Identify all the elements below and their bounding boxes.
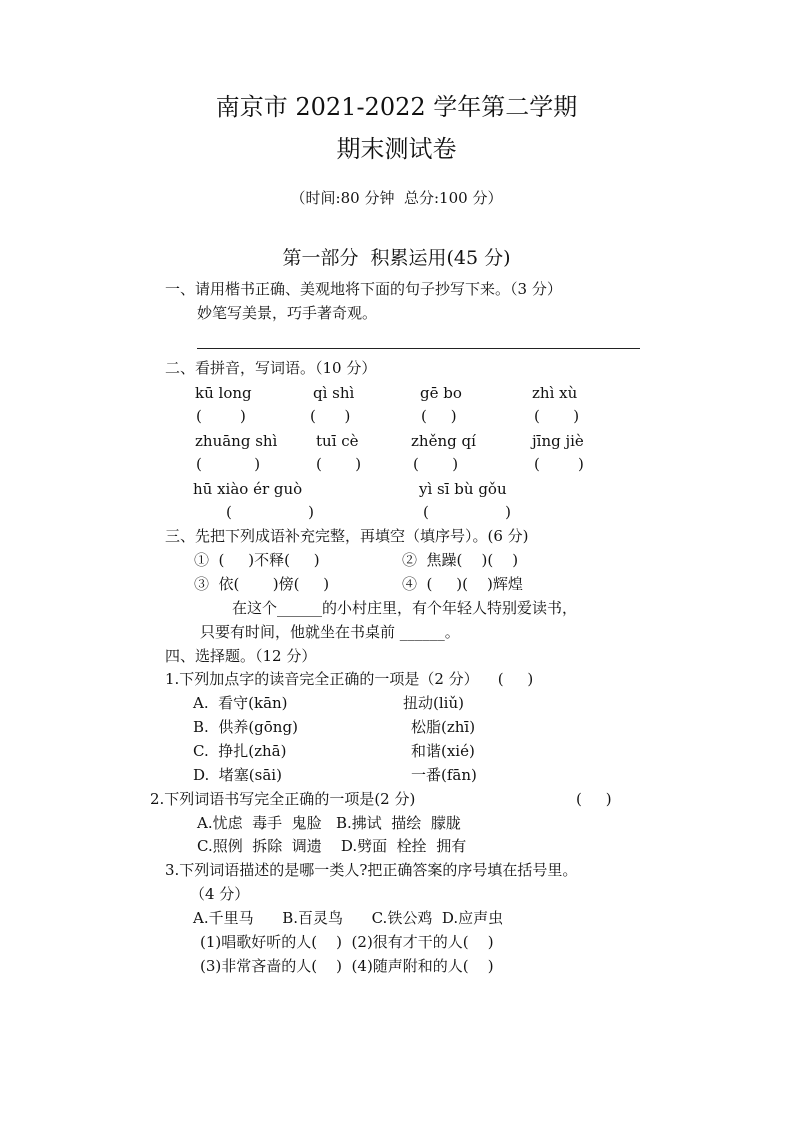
pinyin-item: jīng jiè: [532, 432, 584, 450]
pinyin-item: yì sī bù gǒu: [419, 480, 507, 498]
fill-sentence-2[interactable]: 只要有时间，他就坐在书桌前 ______。: [200, 623, 460, 641]
pinyin-item: zhuāng shì: [195, 432, 278, 450]
copy-line[interactable]: [197, 348, 640, 349]
exam-subtitle: 期末测试卷: [336, 135, 457, 163]
q1-prompt: 一、请用楷书正确、美观地将下面的句子抄写下来。（3 分）: [165, 280, 562, 298]
q4-2-options-2[interactable]: C.照例 拆除 调遗 D.劈面 栓拴 拥有: [197, 837, 467, 855]
q4-3-choices: A.千里马 B.百灵鸟 C.铁公鸡 D.应声虫: [193, 909, 504, 927]
part-heading: 第一部分 积累运用(45 分): [282, 247, 511, 269]
answer-blank[interactable]: ( ): [226, 503, 314, 521]
answer-paren[interactable]: ( ): [576, 790, 612, 808]
option-left[interactable]: B. 供养(gōng): [193, 718, 298, 736]
q4-3-line-2[interactable]: (3)非常吝啬的人( ) (4)随声附和的人( ): [200, 957, 494, 975]
pinyin-item: qì shì: [313, 384, 355, 402]
answer-blank[interactable]: ( ): [423, 503, 511, 521]
answer-blank[interactable]: ( ): [413, 455, 459, 473]
fill-sentence-1[interactable]: 在这个______的小村庄里，有个年轻人特别爱读书，: [232, 599, 578, 617]
pinyin-item: zhì xù: [532, 384, 578, 402]
option-right: 扭动(liǔ): [403, 694, 464, 712]
option-right: 一番(fān): [411, 766, 477, 784]
answer-blank[interactable]: ( ): [534, 407, 580, 425]
pinyin-item: tuī cè: [316, 432, 359, 450]
time-note: （时间:80 分钟 总分:100 分）: [290, 189, 503, 207]
q4-3-stem: 3.下列词语描述的是哪一类人?把正确答案的序号填在括号里。: [165, 861, 578, 879]
idiom-item[interactable]: ① ( )不释( ): [194, 551, 320, 569]
option-right: 松脂(zhī): [411, 718, 476, 736]
idiom-item[interactable]: ③ 依( )傍( ): [194, 575, 330, 593]
q2-prompt: 二、看拼音，写词语。（10 分）: [165, 359, 377, 377]
q4-3-line-1[interactable]: (1)唱歌好听的人( ) (2)很有才干的人( ): [200, 933, 494, 951]
q4-2-stem: 2.下列词语书写完全正确的一项是(2 分): [150, 790, 416, 808]
q1-sentence: 妙笔写美景，巧手著奇观。: [197, 304, 378, 322]
option-left[interactable]: D. 堵塞(sāi): [193, 766, 282, 784]
q4-3-points: （4 分）: [190, 885, 250, 903]
answer-blank[interactable]: ( ): [196, 455, 261, 473]
pinyin-item: hū xiào ér guò: [193, 480, 303, 498]
option-left[interactable]: A. 看守(kān): [193, 694, 288, 712]
exam-title: 南京市 2021-2022 学年第二学期: [215, 93, 578, 121]
q4-prompt: 四、选择题。（12 分）: [165, 647, 317, 665]
option-left[interactable]: C. 挣扎(zhā): [193, 742, 287, 760]
answer-blank[interactable]: ( ): [421, 407, 457, 425]
option-right: 和谐(xié): [411, 742, 475, 760]
answer-blank[interactable]: ( ): [196, 407, 246, 425]
q3-prompt: 三、先把下列成语补充完整，再填空（填序号）。(6 分): [165, 527, 529, 545]
pinyin-item: gē bo: [420, 384, 462, 402]
pinyin-item: zhěng qí: [411, 432, 476, 450]
answer-blank[interactable]: ( ): [534, 455, 584, 473]
q4-2-options-1[interactable]: A.忧虑 毒手 鬼脸 B.拂试 描绘 朦胧: [197, 814, 461, 832]
answer-blank[interactable]: ( ): [310, 407, 351, 425]
q4-1-stem[interactable]: 1.下列加点字的读音完全正确的一项是（2 分） ( ): [165, 670, 534, 688]
pinyin-item: kū long: [195, 384, 252, 402]
answer-blank[interactable]: ( ): [316, 455, 362, 473]
idiom-item[interactable]: ④ ( )( )辉煌: [402, 575, 523, 593]
idiom-item[interactable]: ② 焦躁( )( ): [402, 551, 519, 569]
